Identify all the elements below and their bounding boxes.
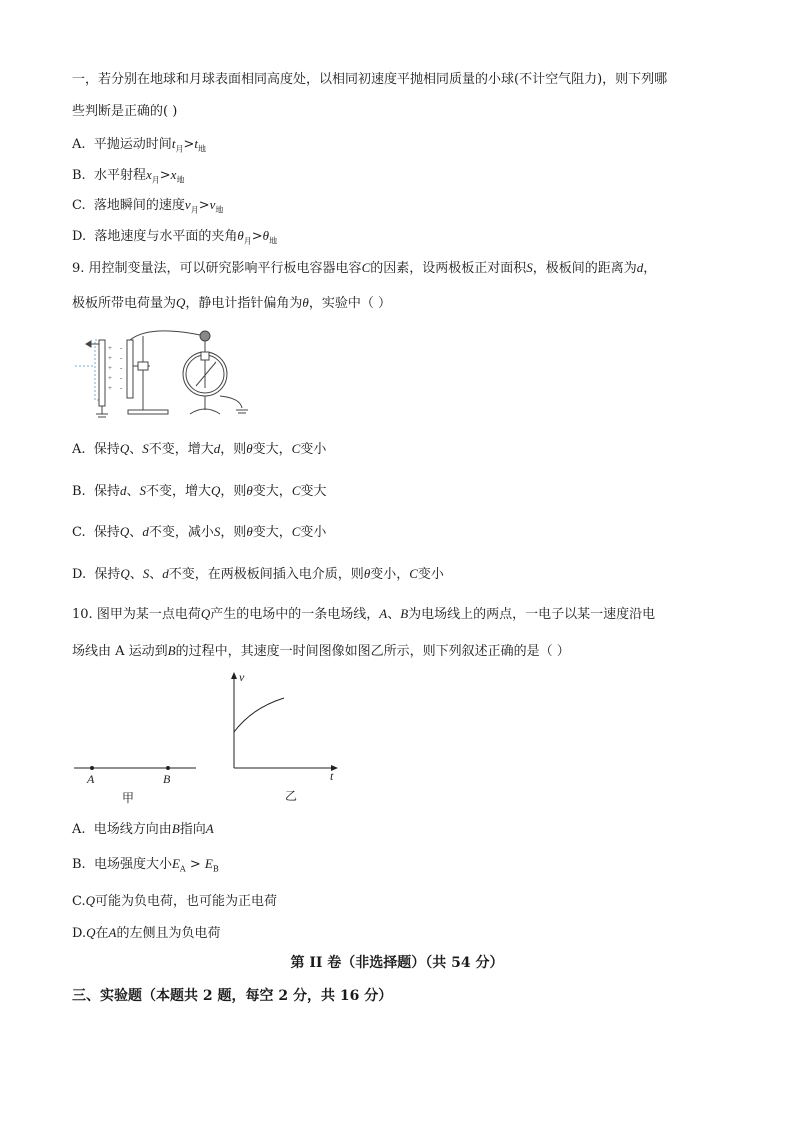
q8-option-b: B. 水平射程$x_月>x_地$	[72, 167, 185, 185]
svg-text:+: +	[108, 364, 112, 372]
q9-option-c: C. 保持Q、d不变，减小S，则θ变大，C变小	[72, 524, 327, 540]
part2-title: 第 II 卷（非选择题）（共 54 分）	[290, 955, 504, 971]
point-b-label: B	[163, 772, 171, 786]
q9-stem-line1: 9. 用控制变量法，可以研究影响平行板电容器电容C的因素，设两极板正对面积S，极板间的距离为d，	[72, 260, 657, 276]
point-a-dot	[90, 766, 94, 770]
section3-heading: 三、实验题（本题共 2 题，每空 2 分，共 16 分）	[72, 988, 393, 1004]
point-b-dot	[166, 766, 170, 770]
velocity-curve	[234, 698, 284, 732]
figure-yi-label: 乙	[285, 789, 298, 803]
q9-stem-line2: 极板所带电荷量为Q，静电计指针偏角为θ，实验中（ ）	[72, 295, 391, 311]
q10-option-c: C.Q可能为负电荷，也可能为正电荷	[72, 893, 278, 909]
q8-option-c: C. 落地瞬间的速度$v_月>v_地$	[72, 197, 224, 215]
q10-stem-line1: 10. 图甲为某一点电荷Q产生的电场中的一条电场线，A、B为电场线上的两点，一电子以某一速度沿电	[72, 606, 656, 622]
svg-text:-: -	[120, 374, 123, 382]
svg-text:-: -	[120, 384, 123, 392]
q10-option-d: D.Q在A的左侧且为负电荷	[72, 925, 221, 941]
q9-option-d: D. 保持Q、S、d不变，在两极板间插入电介质，则θ变小，C变小	[72, 566, 444, 582]
q10-option-b: B. 电场强度大小$E_A > E_B$	[72, 856, 219, 874]
q8-option-a: A. 平抛运动时间$t_月>t_地$	[72, 136, 206, 154]
svg-text:-: -	[120, 344, 123, 352]
q10-stem-line2: 场线由 A 运动到B的过程中，其速度一时间图像如图乙所示，则下列叙述正确的是（ ）	[72, 643, 570, 659]
t-axis-label: t	[330, 769, 334, 783]
q9-option-b: B. 保持d、S不变，增大Q，则θ变大，C变大	[72, 483, 327, 499]
svg-text:-: -	[120, 354, 123, 362]
capacitor-electrometer-figure	[70, 326, 260, 420]
svg-text:-: -	[120, 364, 123, 372]
figure-jia-field-line	[70, 750, 200, 810]
q9-option-a: A. 保持Q、S不变，增大d，则θ变大，C变小	[72, 441, 327, 457]
q8-option-d: D. 落地速度与水平面的夹角$\theta_月>\theta_地$	[72, 228, 278, 246]
svg-text:+: +	[108, 374, 112, 382]
q8-stem-line2: 些判断是正确的( )	[72, 104, 178, 119]
svg-text:+: +	[108, 354, 112, 362]
figure-jia-label: 甲	[122, 791, 135, 805]
svg-text:+: +	[108, 384, 112, 392]
q10-option-a: A. 电场线方向由B指向A	[72, 821, 214, 837]
q8-stem-line1: 一，若分别在地球和月球表面相同高度处，以相同初速度平抛相同质量的小球(不计空气阻力)，则下列哪	[72, 72, 668, 87]
svg-text:+: +	[108, 344, 112, 352]
point-a-label: A	[87, 772, 95, 786]
v-axis-label: v	[239, 670, 245, 684]
figure-yi-vt-graph	[222, 668, 344, 808]
